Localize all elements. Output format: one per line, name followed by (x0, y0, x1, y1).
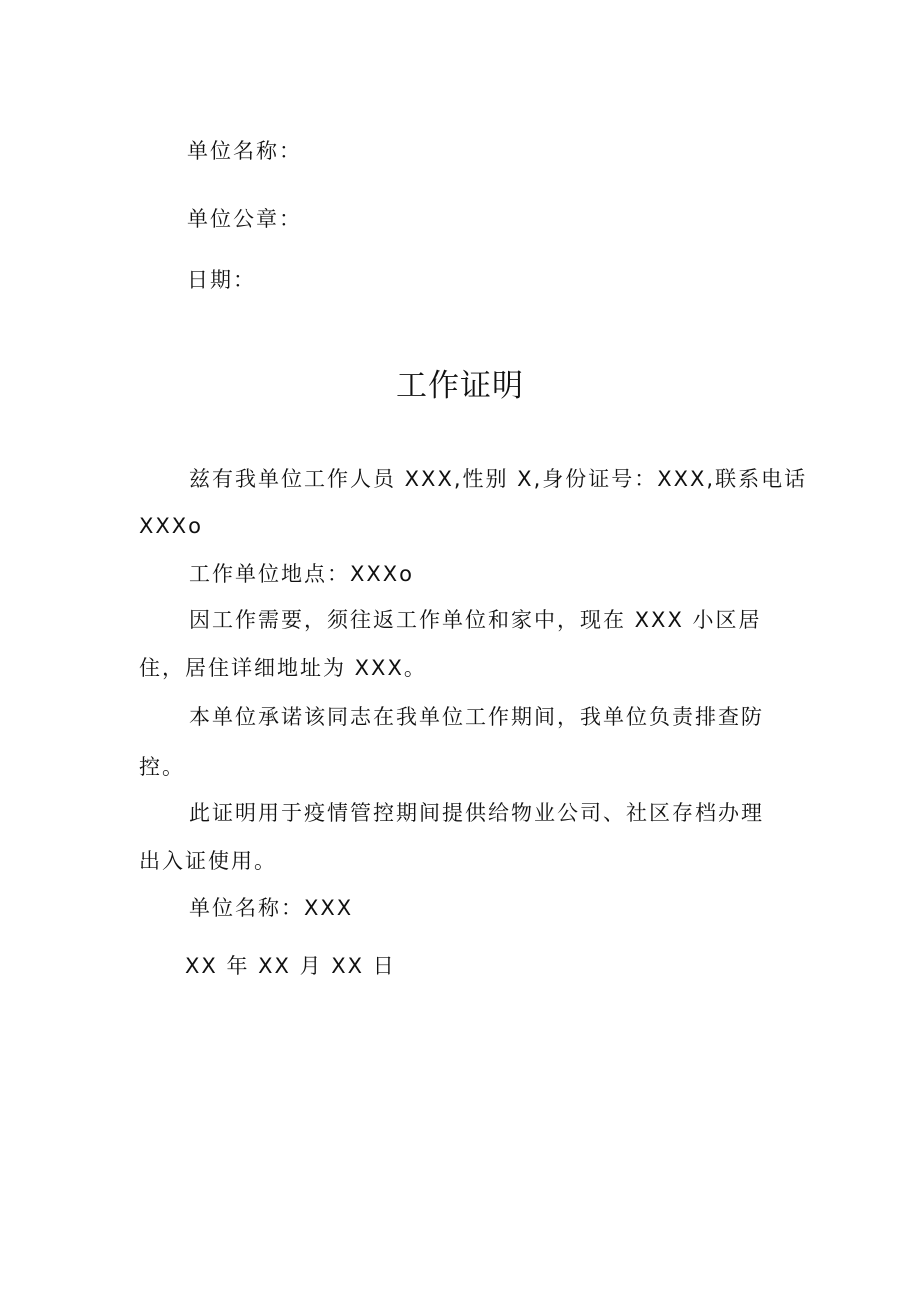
header-date-label: 日期： (187, 268, 256, 292)
paragraph-3-line-1: 因工作需要，须往返工作单位和家中，现在 XXX 小区居 (189, 608, 762, 632)
paragraph-4-line-1: 本单位承诺该同志在我单位工作期间，我单位负责排查防 (189, 705, 764, 729)
document-title: 工作证明 (396, 368, 524, 404)
footer-unit-name: 单位名称：XXX (189, 896, 354, 920)
footer-date: XX 年 XX 月 XX 日 (185, 954, 396, 978)
header-unit-name-label: 单位名称： (187, 139, 302, 163)
header-unit-seal-label: 单位公章： (187, 207, 302, 231)
paragraph-3-line-2: 住，居住详细地址为 XXX。 (139, 656, 427, 680)
paragraph-5-line-2: 出入证使用。 (139, 849, 277, 873)
paragraph-5-line-1: 此证明用于疫情管控期间提供给物业公司、社区存档办理 (189, 801, 764, 825)
paragraph-1-line-1: 兹有我单位工作人员 XXX,性别 X,身份证号：XXX,联系电话 (189, 467, 808, 491)
paragraph-1-line-2: XXXo (139, 514, 204, 538)
paragraph-2-line-1: 工作单位地点：XXXo (189, 562, 415, 586)
paragraph-4-line-2: 控。 (139, 755, 185, 779)
